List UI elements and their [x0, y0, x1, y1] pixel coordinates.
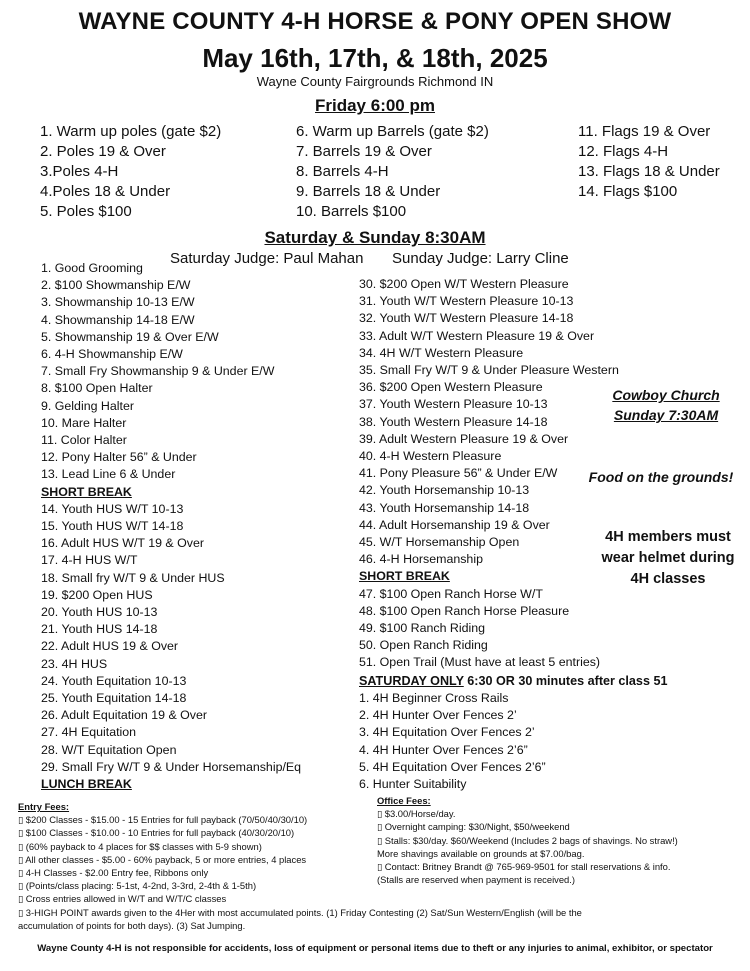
- class-item: 15. Youth HUS W/T 14-18: [41, 519, 184, 534]
- class-item: 14. Youth HUS W/T 10-13: [41, 501, 184, 516]
- class-item: 11. Color Halter: [41, 433, 127, 448]
- class-item: 39. Adult Western Pleasure 19 & Over: [359, 431, 569, 446]
- entry-fees-heading: Entry Fees:: [18, 801, 70, 812]
- class-item: 16. Adult HUS W/T 19 & Over: [41, 536, 204, 551]
- saturday-only-time: 6:30 OR 30 minutes after class 51: [463, 674, 668, 688]
- helmet-note: [586, 527, 750, 590]
- helmet-line1: 4H members must: [605, 529, 731, 545]
- class-item: 40. 4-H Western Pleasure: [359, 449, 502, 464]
- helmet-line2: wear helmet during: [601, 550, 735, 566]
- entry-fee-item: ▯ 3-HIGH POINT awards given to the 4Her with most accumulated points. (1) Friday Contesting (2) Sat/Sun Western/English (will be the: [18, 906, 582, 918]
- class-item: 28. W/T Equitation Open: [41, 742, 177, 757]
- saturday-only-item: 2. 4H Hunter Over Fences 2’: [359, 708, 517, 723]
- saturday-only-item: 3. 4H Equitation Over Fences 2’: [359, 725, 535, 740]
- cowboy-church-line2: Sunday 7:30AM: [613, 407, 719, 423]
- entry-fee-item: ▯ (Points/class placing: 5-1st, 4-2nd, 3-3rd, 2-4th & 1-5th): [18, 880, 257, 892]
- friday-class: 9. Barrels 18 & Under: [296, 183, 441, 200]
- cowboy-church-line1: Cowboy Church: [612, 387, 720, 403]
- class-item: 45. W/T Horsemanship Open: [359, 535, 520, 550]
- friday-class: 8. Barrels 4-H: [296, 163, 389, 180]
- class-item: 19. $200 Open HUS: [41, 587, 153, 602]
- friday-class: 5. Poles $100: [40, 203, 132, 220]
- office-fee-item: ▯ $3.00/Horse/day.: [377, 808, 456, 820]
- saturday-only-item: 1. 4H Beginner Cross Rails: [359, 691, 509, 705]
- class-item: 34. 4H W/T Western Pleasure: [359, 345, 524, 360]
- class-item: 33. Adult W/T Western Pleasure 19 & Over: [359, 328, 595, 343]
- class-item: 38. Youth Western Pleasure 14-18: [359, 414, 548, 429]
- office-fee-item: ▯ Stalls: $30/day. $60/Weekend (Includes 2 bags of shavings. No straw!): [377, 834, 678, 846]
- class-item: 51. Open Trail (Must have at least 5 entries): [359, 655, 601, 670]
- office-fees-heading: Office Fees:: [377, 795, 431, 806]
- class-item: 4. Showmanship 14-18 E/W: [41, 312, 195, 327]
- friday-col-2: [296, 122, 489, 222]
- class-item: 5. Showmanship 19 & Over E/W: [41, 329, 219, 344]
- friday-class: 13. Flags 18 & Under: [578, 163, 720, 180]
- office-fee-item: ▯ Overnight camping: $30/Night, $50/weekend: [377, 821, 570, 833]
- class-item: 36. $200 Open Western Pleasure: [359, 380, 543, 395]
- class-item: 27. 4H Equitation: [41, 725, 137, 740]
- friday-class: 6. Warm up Barrels (gate $2): [296, 123, 489, 140]
- class-item: 29. Small Fry W/T 9 & Under Horsemanship/Eq: [41, 759, 302, 774]
- office-fee-item: (Stalls are reserved when payment is received.): [377, 874, 576, 886]
- class-item: 31. Youth W/T Western Pleasure 10-13: [359, 294, 574, 309]
- class-item: 1. Good Grooming: [41, 261, 143, 275]
- event-dates: May 16th, 17th, & 18th, 2025: [202, 43, 548, 73]
- entry-fee-item: ▯ All other classes - $5.00 - 60% payback, 5 or more entries, 4 places: [18, 853, 307, 865]
- class-item: 22. Adult HUS 19 & Over: [41, 639, 179, 654]
- friday-col-1: [40, 122, 221, 222]
- saturday-only-item: 6. Hunter Suitability: [359, 777, 467, 792]
- page-title: WAYNE COUNTY 4-H HORSE & PONY OPEN SHOW: [78, 8, 672, 35]
- class-item: 18. Small fry W/T 9 & Under HUS: [41, 570, 225, 585]
- class-item: 9. Gelding Halter: [41, 398, 134, 413]
- class-item: 37. Youth Western Pleasure 10-13: [359, 397, 548, 412]
- entry-fee-item: accumulation of points for both days). (3) Sat Jumping.: [18, 919, 246, 931]
- weekend-heading: Saturday & Sunday 8:30AM: [264, 228, 486, 247]
- friday-col-3: [578, 122, 720, 202]
- class-item: 13. Lead Line 6 & Under: [41, 467, 176, 482]
- class-item: LUNCH BREAK: [41, 777, 132, 792]
- class-item: 23. 4H HUS: [41, 656, 108, 671]
- cowboy-church-note: [596, 385, 736, 425]
- friday-class: 12. Flags 4-H: [578, 143, 669, 160]
- class-item: 41. Pony Pleasure 56” & Under E/W: [359, 466, 558, 481]
- friday-class: 2. Poles 19 & Over: [40, 143, 166, 160]
- friday-heading: Friday 6:00 pm: [315, 96, 435, 115]
- class-item: 49. $100 Ranch Riding: [359, 621, 486, 636]
- class-item: 20. Youth HUS 10-13: [41, 605, 158, 620]
- friday-class: 11. Flags 19 & Over: [578, 123, 711, 140]
- saturday-only-label: SATURDAY ONLY: [359, 674, 464, 688]
- class-item: 10. Mare Halter: [41, 415, 127, 430]
- entry-fee-item: ▯ $200 Classes - $15.00 - 15 Entries for full payback (70/50/40/30/10): [18, 814, 308, 826]
- class-item: 26. Adult Equitation 19 & Over: [41, 708, 208, 723]
- class-item: 21. Youth HUS 14-18: [41, 622, 158, 637]
- class-item: 46. 4-H Horsemanship: [359, 552, 483, 567]
- friday-class: 10. Barrels $100: [296, 203, 407, 220]
- class-item: 44. Adult Horsemanship 19 & Over: [359, 517, 550, 532]
- friday-class: 4.Poles 18 & Under: [40, 183, 171, 200]
- friday-class: 3.Poles 4-H: [40, 163, 119, 180]
- entry-fee-item: ▯ 4-H Classes - $2.00 Entry fee, Ribbons only: [18, 867, 209, 879]
- class-item: 2. $100 Showmanship E/W: [41, 278, 191, 293]
- class-item: 42. Youth Horsemanship 10-13: [359, 483, 530, 498]
- food-note: Food on the grounds!: [588, 469, 734, 485]
- disclaimer: Wayne County 4-H is not responsible for accidents, loss of equipment or personal items due to theft or any injuries to animal, exhibitor, or spectator: [37, 943, 713, 954]
- friday-class: 14. Flags $100: [578, 183, 678, 200]
- office-fees-items: [377, 807, 747, 886]
- class-item: 32. Youth W/T Western Pleasure 14-18: [359, 311, 574, 326]
- class-item: 35. Small Fry W/T 9 & Under Pleasure Western: [359, 363, 619, 378]
- class-item: 6. 4-H Showmanship E/W: [41, 347, 183, 362]
- entry-fee-item: ▯ Cross entries allowed in W/T and W/T/C classes: [18, 893, 227, 905]
- office-fee-item: ▯ Contact: Britney Brandt @ 765-969-9501 for stall reservations & info.: [377, 861, 671, 873]
- sunday-judge: Sunday Judge: Larry Cline: [392, 250, 569, 267]
- class-item: SHORT BREAK: [359, 569, 450, 584]
- weekend-left-list: [41, 260, 301, 793]
- office-fees: [377, 794, 747, 886]
- friday-class: 1. Warm up poles (gate $2): [40, 123, 222, 140]
- saturday-only-item: 5. 4H Equitation Over Fences 2’6”: [359, 759, 546, 774]
- saturday-only-list: [359, 690, 546, 793]
- saturday-judge: Saturday Judge: Paul Mahan: [170, 250, 364, 267]
- class-item: 48. $100 Open Ranch Horse Pleasure: [359, 603, 570, 618]
- class-item: 30. $200 Open W/T Western Pleasure: [359, 277, 569, 291]
- office-fee-item: More shavings available on grounds at $7.00/bag.: [377, 847, 585, 859]
- friday-class: 7. Barrels 19 & Over: [296, 143, 432, 160]
- class-item: 12. Pony Halter 56” & Under: [41, 450, 197, 465]
- class-item: 25. Youth Equitation 14-18: [41, 691, 187, 706]
- class-item: 17. 4-H HUS W/T: [41, 553, 138, 568]
- helmet-line3: 4H classes: [630, 571, 706, 587]
- entry-fee-item: ▯ (60% payback to 4 places for $$ classes with 5-9 shown): [18, 840, 262, 852]
- saturday-only-item: 4. 4H Hunter Over Fences 2’6”: [359, 742, 528, 757]
- class-item: 3. Showmanship 10-13 E/W: [41, 295, 195, 310]
- class-item: 24. Youth Equitation 10-13: [41, 673, 187, 688]
- venue: Wayne County Fairgrounds Richmond IN: [256, 74, 494, 89]
- class-item: 47. $100 Open Ranch Horse W/T: [359, 586, 543, 601]
- class-item: SHORT BREAK: [41, 484, 132, 499]
- entry-fee-item: ▯ $100 Classes - $10.00 - 10 Entries for full payback (40/30/20/10): [18, 827, 295, 839]
- class-item: 50. Open Ranch Riding: [359, 638, 488, 653]
- class-item: 8. $100 Open Halter: [41, 381, 153, 396]
- saturday-only-heading: [359, 674, 667, 688]
- class-item: 7. Small Fry Showmanship 9 & Under E/W: [41, 364, 275, 379]
- class-item: 43. Youth Horsemanship 14-18: [359, 500, 530, 515]
